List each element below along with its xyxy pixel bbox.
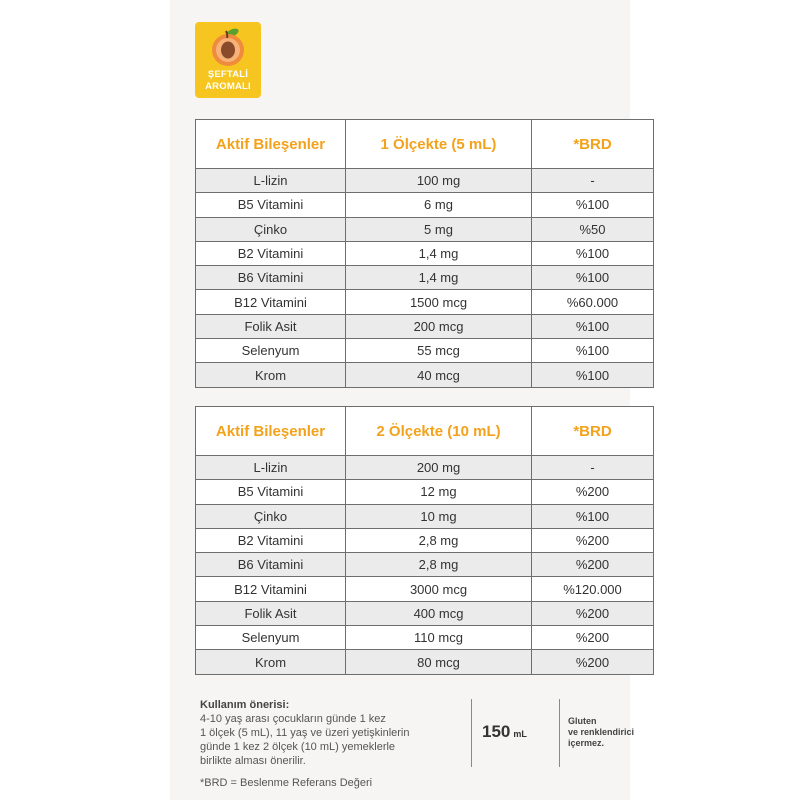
- header-amount: 1 Ölçekte (5 mL): [346, 120, 532, 169]
- ingredient-amount: 110 mcg: [346, 626, 532, 650]
- ingredient-name: B2 Vitamini: [196, 241, 346, 265]
- ingredient-amount: 6 mg: [346, 193, 532, 217]
- peach-icon: [207, 26, 249, 68]
- ingredient-amount: 400 mcg: [346, 601, 532, 625]
- table-row: [196, 528, 654, 552]
- usage-title: Kullanım önerisi:: [200, 699, 290, 711]
- ingredient-brd: %100: [532, 241, 654, 265]
- ingredient-brd: %60.000: [532, 290, 654, 314]
- header-brd: *BRD: [532, 120, 654, 169]
- ingredient-name: Çinko: [196, 504, 346, 528]
- ingredient-amount: 5 mg: [346, 217, 532, 241]
- divider: [471, 699, 472, 767]
- ingredient-brd: %120.000: [532, 577, 654, 601]
- badge-line-2: AROMALI: [205, 81, 251, 92]
- badge-line-1: ŞEFTALİ: [207, 69, 249, 80]
- table-row: [196, 480, 654, 504]
- ingredient-name: Selenyum: [196, 339, 346, 363]
- brd-footnote: *BRD = Beslenme Referans Değeri: [200, 777, 373, 789]
- table-row: [196, 314, 654, 338]
- ingredient-amount: 10 mg: [346, 504, 532, 528]
- ingredient-name: L-lizin: [196, 456, 346, 480]
- table-row: [196, 456, 654, 480]
- table-row: [196, 193, 654, 217]
- header-brd: *BRD: [532, 407, 654, 456]
- ingredient-name: Selenyum: [196, 626, 346, 650]
- usage-line: 4-10 yaş arası çocukların günde 1 kez: [200, 713, 386, 725]
- table-row: [196, 241, 654, 265]
- table-row: [196, 577, 654, 601]
- table-row: [196, 169, 654, 193]
- divider: [559, 699, 560, 767]
- ingredient-brd: %100: [532, 363, 654, 387]
- ingredient-brd: %200: [532, 626, 654, 650]
- gluten-line: ve renklendirici: [568, 727, 635, 737]
- ingredient-amount: 200 mg: [346, 456, 532, 480]
- table-row: [196, 504, 654, 528]
- ingredient-amount: 2,8 mg: [346, 553, 532, 577]
- table-row: [196, 290, 654, 314]
- ingredients-table-1-scoop: [195, 119, 654, 388]
- ingredient-name: Folik Asit: [196, 601, 346, 625]
- gluten-line: Gluten: [568, 716, 597, 726]
- table-row: [196, 650, 654, 674]
- ingredient-brd: %100: [532, 504, 654, 528]
- ingredient-name: B12 Vitamini: [196, 577, 346, 601]
- usage-line: 1 ölçek (5 mL), 11 yaş ve üzeri yetişkinlerin: [200, 727, 410, 739]
- ingredient-amount: 40 mcg: [346, 363, 532, 387]
- volume-value: 150: [482, 722, 511, 741]
- gluten-free-note: [568, 716, 658, 749]
- ingredient-amount: 3000 mcg: [346, 577, 532, 601]
- ingredient-brd: %200: [532, 480, 654, 504]
- ingredient-brd: %100: [532, 339, 654, 363]
- ingredient-amount: 100 mg: [346, 169, 532, 193]
- gluten-line: içermez.: [568, 738, 605, 748]
- ingredient-brd: -: [532, 169, 654, 193]
- ingredient-name: Folik Asit: [196, 314, 346, 338]
- volume-unit: mL: [513, 729, 527, 739]
- ingredient-amount: 2,8 mg: [346, 528, 532, 552]
- ingredient-amount: 55 mcg: [346, 339, 532, 363]
- ingredient-brd: -: [532, 456, 654, 480]
- table-row: [196, 339, 654, 363]
- usage-recommendation: [200, 698, 462, 768]
- ingredient-name: Krom: [196, 363, 346, 387]
- ingredient-amount: 1,4 mg: [346, 266, 532, 290]
- ingredient-name: B6 Vitamini: [196, 266, 346, 290]
- ingredient-amount: 1500 mcg: [346, 290, 532, 314]
- ingredient-brd: %50: [532, 217, 654, 241]
- ingredient-name: Krom: [196, 650, 346, 674]
- ingredient-name: B5 Vitamini: [196, 193, 346, 217]
- table-header-row: [196, 120, 654, 169]
- ingredient-name: L-lizin: [196, 169, 346, 193]
- header-amount: 2 Ölçekte (10 mL): [346, 407, 532, 456]
- header-active-ingredients: Aktif Bileşenler: [196, 407, 346, 456]
- table-row: [196, 217, 654, 241]
- ingredient-brd: %200: [532, 601, 654, 625]
- ingredient-brd: %100: [532, 193, 654, 217]
- ingredient-brd: %200: [532, 528, 654, 552]
- table-row: [196, 363, 654, 387]
- ingredient-name: B6 Vitamini: [196, 553, 346, 577]
- flavor-badge: [195, 22, 261, 98]
- table-row: [196, 553, 654, 577]
- ingredient-name: B2 Vitamini: [196, 528, 346, 552]
- table-row: [196, 266, 654, 290]
- ingredient-name: Çinko: [196, 217, 346, 241]
- header-active-ingredients: Aktif Bileşenler: [196, 120, 346, 169]
- ingredient-name: B5 Vitamini: [196, 480, 346, 504]
- ingredients-table-2-scoops: [195, 406, 654, 675]
- ingredient-brd: %200: [532, 553, 654, 577]
- ingredient-brd: %200: [532, 650, 654, 674]
- ingredient-amount: 80 mcg: [346, 650, 532, 674]
- ingredient-name: B12 Vitamini: [196, 290, 346, 314]
- volume-label: [482, 722, 527, 742]
- ingredient-amount: 200 mcg: [346, 314, 532, 338]
- ingredient-amount: 12 mg: [346, 480, 532, 504]
- usage-line: birlikte alması önerilir.: [200, 755, 306, 767]
- table-header-row: [196, 407, 654, 456]
- usage-line: günde 1 kez 2 ölçek (10 mL) yemeklerle: [200, 741, 396, 753]
- table-row: [196, 626, 654, 650]
- ingredient-amount: 1,4 mg: [346, 241, 532, 265]
- ingredient-brd: %100: [532, 266, 654, 290]
- ingredient-brd: %100: [532, 314, 654, 338]
- table-row: [196, 601, 654, 625]
